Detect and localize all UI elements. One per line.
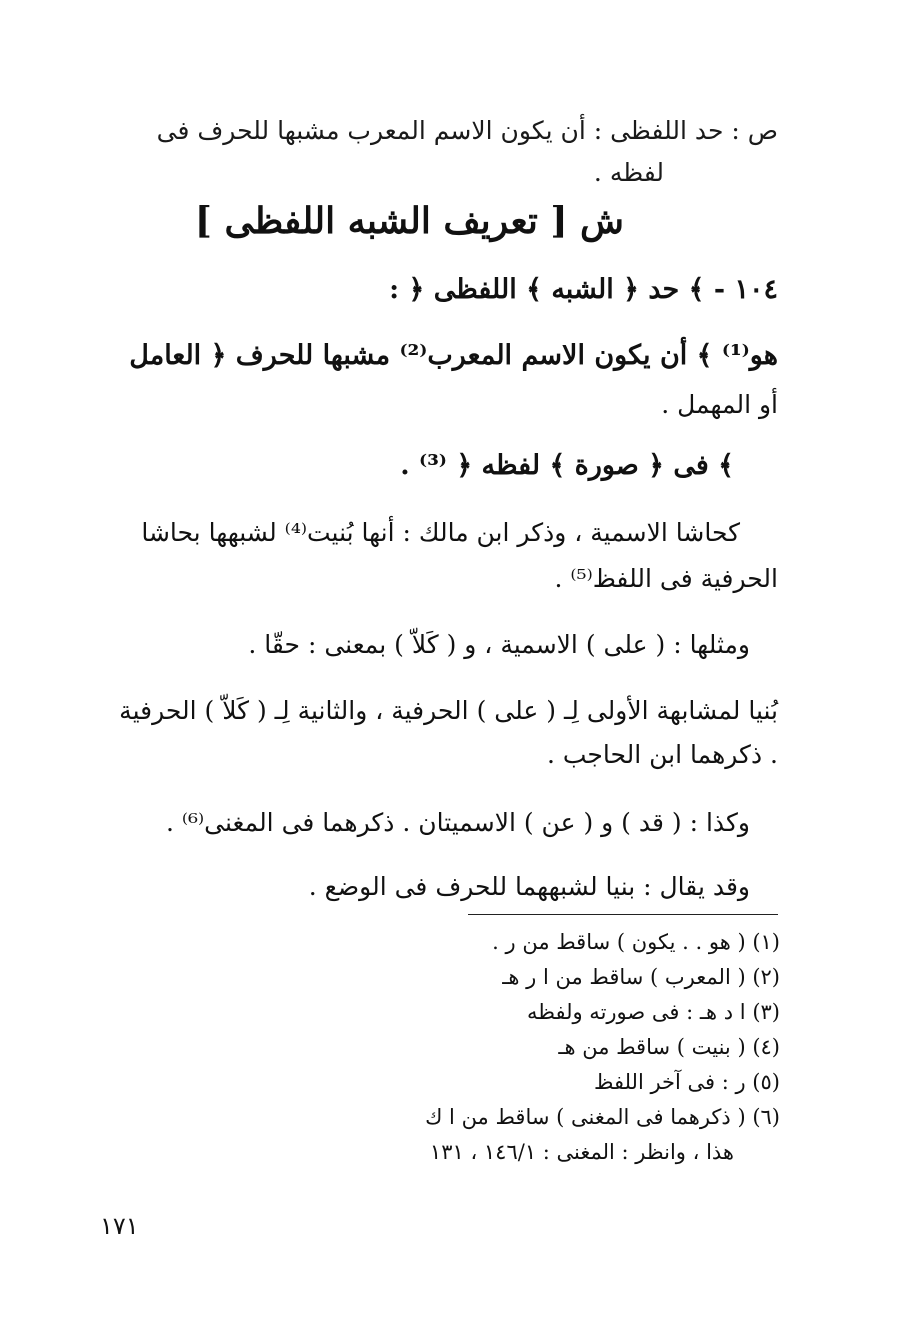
- footnote-6: (٦) ( ذكرهما فى المغنى ) ساقط من ا ك: [425, 1105, 780, 1129]
- commentary-line-5: . ذكرهما ابن الحاجب .: [546, 740, 778, 769]
- footnote-1: (١) ( هو . . يكون ) ساقط من ر .: [492, 930, 780, 954]
- definition-line-3: ﴾ فى ﴿ صورة ﴾ لفظه ﴿ ⁽³⁾ .: [400, 450, 734, 481]
- commentary-line-2: الحرفية فى اللفظ⁽⁵⁾ .: [554, 564, 778, 593]
- footnote-3: (٣) ا د هـ : فى صورته ولفظه: [526, 1000, 780, 1024]
- commentary-line-7: وقد يقال : بنيا لشبههما للحرف فى الوضع .: [308, 872, 750, 901]
- footnote-4: (٤) ( بنيت ) ساقط من هـ: [558, 1035, 780, 1059]
- commentary-line-6: وكذا : ( قد ) و ( عن ) الاسميتان . ذكرهما فى المغنى⁽⁶⁾ .: [165, 808, 750, 837]
- matn-line-2: لفظه .: [593, 158, 664, 187]
- definition-line-2: أو المهمل .: [661, 390, 778, 419]
- footnote-6-continuation: هذا ، وانظر : المغنى : ١٤٦/١ ، ١٣١: [429, 1140, 734, 1164]
- footnote-divider: [468, 914, 778, 915]
- footnote-2: (٢) ( المعرب ) ساقط من ا ر هـ: [502, 965, 780, 989]
- page-number: ١٧١: [100, 1212, 139, 1240]
- definition-line-1: هو⁽¹⁾ ﴾ أن يكون الاسم المعرب⁽²⁾ مشبها للحرف ﴿ العامل: [129, 340, 778, 371]
- section-title-text: ﴾ حد ﴿ الشبه ﴾ اللفظى ﴿ :: [389, 274, 705, 305]
- commentary-line-1: كحاشا الاسمية ، وذكر ابن مالك : أنها بُنيت⁽⁴⁾ لشبهها بحاشا: [141, 518, 740, 547]
- section-heading: ش [ تعريف الشبه اللفظى ]: [194, 200, 624, 242]
- section-title: [389, 276, 778, 303]
- commentary-line-4: بُنيا لمشابهة الأولى لِـ ( على ) الحرفية ، والثانية لِـ ( كَلاّ ) الحرفية: [119, 696, 778, 725]
- commentary-line-3: ومثلها : ( على ) الاسمية ، و ( كَلاّ ) بمعنى : حقّا .: [248, 630, 750, 659]
- footnote-5: (٥) ر : فى آخر اللفظ: [594, 1070, 780, 1094]
- matn-line-1: ص : حد اللفظى : أن يكون الاسم المعرب مشبها للحرف فى: [156, 116, 778, 145]
- section-number: ١٠٤ -: [713, 274, 778, 305]
